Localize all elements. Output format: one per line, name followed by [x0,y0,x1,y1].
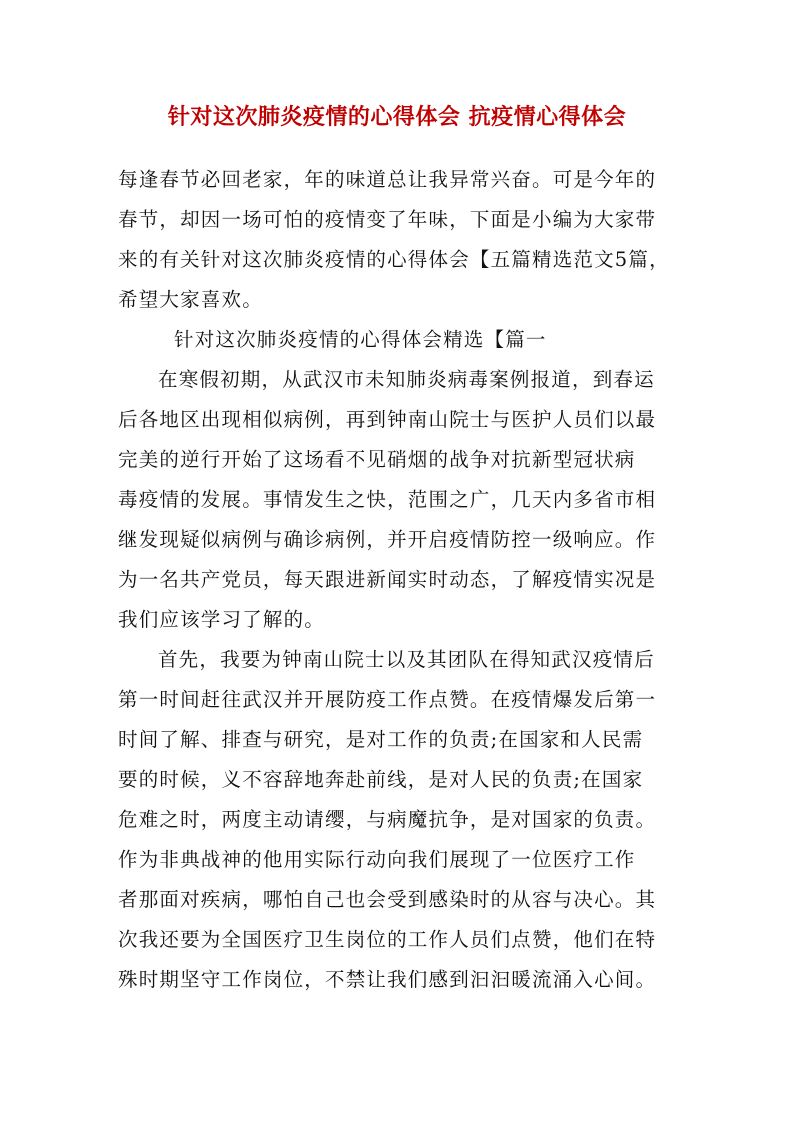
intro-line: 每逢春节必回老家，年的味道总让我异常兴奋。可是今年的 [118,168,657,191]
paragraph-line: 毒疫情的发展。事情发生之快，范围之广，几天内多省市相 [118,488,657,511]
paragraph-line: 继发现疑似病例与确诊病例，并开启疫情防控一级响应。作 [118,528,657,551]
paragraph-line: 我们应该学习了解的。 [118,608,326,631]
paragraph-line: 次我还要为全国医疗卫生岗位的工作人员们点赞，他们在特 [118,928,657,951]
intro-line: 春节，却因一场可怕的疫情变了年味，下面是小编为大家带 [118,208,657,231]
paragraph-line: 首先，我要为钟南山院士以及其团队在得知武汉疫情后 [158,648,655,671]
section-heading: 针对这次肺炎疫情的心得体会精选【篇一 [174,328,547,351]
paragraph-line: 要的时候，义不容辞地奔赴前线，是对人民的负责;在国家 [118,768,644,791]
document-body [118,160,678,1000]
paragraph-line: 在寒假初期，从武汉市未知肺炎病毒案例报道，到春运 [158,368,655,391]
paragraph-line: 完美的逆行开始了这场看不见硝烟的战争对抗新型冠状病 [118,448,636,471]
paragraph-line: 危难之时，两度主动请缨，与病魔抗争，是对国家的负责。 [118,808,657,831]
paragraph-line: 殊时期坚守工作岗位，不禁让我们感到汩汩暖流涌入心间。 [118,968,657,991]
document-title: 针对这次肺炎疫情的心得体会 抗疫情心得体会 [167,104,627,130]
intro-line: 来的有关针对这次肺炎疫情的心得体会【五篇精选范文5篇， [118,248,670,271]
paragraph-line: 后各地区出现相似病例，再到钟南山院士与医护人员们以最 [118,408,657,431]
paragraph-2 [118,640,678,1000]
paragraph-line: 第一时间赶往武汉并开展防疫工作点赞。在疫情爆发后第一 [118,688,657,711]
paragraph-line: 者那面对疾病，哪怕自己也会受到感染时的从容与决心。其 [118,888,657,911]
paragraph-1 [118,360,678,640]
paragraph-line: 作为非典战神的他用实际行动向我们展现了一位医疗工作 [118,848,636,871]
intro-paragraph [118,160,678,320]
intro-line: 希望大家喜欢。 [118,288,263,311]
section-heading-paragraph [118,320,678,360]
paragraph-line: 时间了解、排查与研究，是对工作的负责;在国家和人民需 [118,728,644,751]
paragraph-line: 为一名共产党员，每天跟进新闻实时动态，了解疫情实况是 [118,568,657,591]
